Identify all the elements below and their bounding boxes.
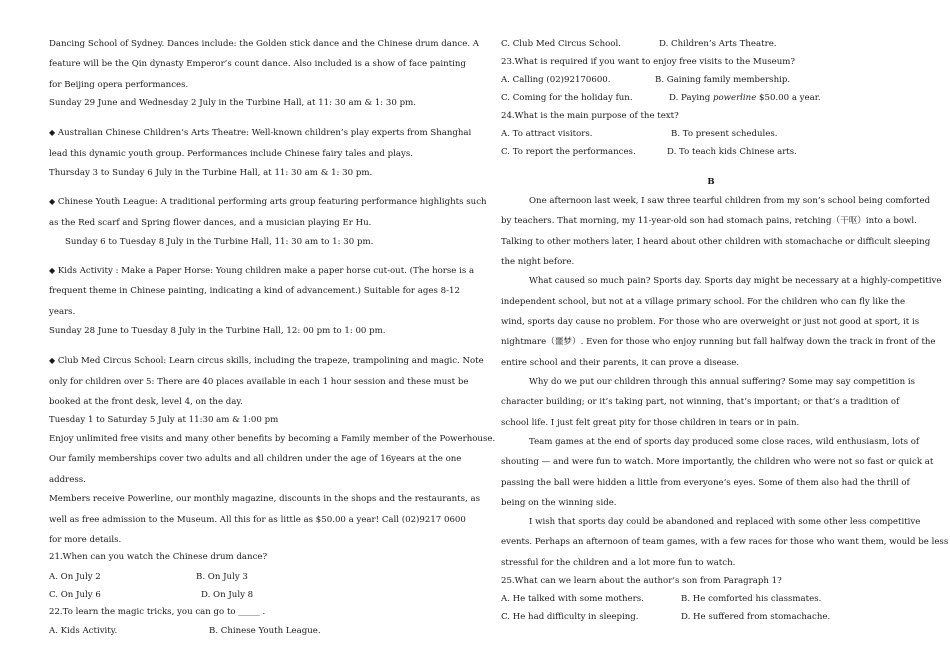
text-line: only for children over 5: There are 40 places available in each 1 hour session and these must be — [49, 377, 469, 387]
schedule-line: Thursday 3 to Sunday 6 July in the Turbine Hall, at 11: 30 am & 1: 30 pm. — [49, 168, 373, 178]
option-d: D. Paying powerline $50.00 a year. — [669, 93, 821, 103]
option-c: C. Coming for the holiday fun. — [501, 93, 633, 103]
option-b: B. Gaining family membership. — [655, 75, 791, 85]
text-line: ◆ Club Med Circus School: Learn circus skills, including the trapeze, trampolining and magic. Note — [49, 356, 484, 366]
diamond-bullet-icon: ◆ — [49, 128, 56, 137]
text-line: entire school and their parents, it can prove a disease. — [501, 358, 740, 368]
text-line: nightmare（噩梦）. Even for those who enjoy running but fall halfway down the track in front of the — [501, 337, 936, 347]
text-line: wind, sports day cause no problem. For those who are overweight or just not good at sport, it is — [501, 317, 920, 327]
question-stem: 22.To learn the magic tricks, you can go to _____ . — [49, 607, 266, 617]
text-line: shouting — and were fun to watch. More importantly, the children who were not so fast or quick at — [501, 457, 934, 467]
option-d: D. To teach kids Chinese arts. — [667, 147, 797, 157]
text-line: lead this dynamic youth group. Performances include Chinese fairy tales and plays. — [49, 149, 413, 159]
text-line: feature will be the Qin dynasty Emperor’s count dance. Also included is a show of face painting — [49, 59, 466, 69]
text-line: Members receive Powerline, our monthly magazine, discounts in the shops and the restaurants, as — [49, 494, 481, 504]
question-stem: 23.What is required if you want to enjoy free visits to the Museum? — [501, 57, 796, 67]
diamond-bullet-icon: ◆ — [49, 356, 56, 365]
option-d: D. Children’s Arts Theatre. — [659, 39, 777, 49]
text-line: ◆ Chinese Youth League: A traditional performing arts group featuring performance highlights such — [49, 197, 487, 207]
option-b: B. Chinese Youth League. — [209, 626, 321, 636]
text-line: Enjoy unlimited free visits and many other benefits by becoming a Family member of the Powerhouse. — [49, 434, 496, 444]
text-line: for Beijing opera performances. — [49, 80, 189, 90]
text-line: What caused so much pain? Sports day. Sports day might be necessary at a highly-competitive — [529, 276, 942, 286]
question-stem: 24.What is the main purpose of the text? — [501, 111, 679, 121]
option-c: C. To report the performances. — [501, 147, 636, 157]
text-line: for more details. — [49, 535, 122, 545]
text-line: by teachers. That morning, my 11-year-old son had stomach pains, retching（干呕）into a bowl. — [501, 216, 917, 226]
option-c: C. Club Med Circus School. — [501, 39, 621, 49]
option-a: A. He talked with some mothers. — [501, 594, 644, 604]
option-c: C. On July 6 — [49, 590, 101, 600]
option-a: A. Calling (02)92170600. — [501, 75, 611, 85]
text-line: school life. I just felt great pity for those children in tears or in pain. — [501, 418, 800, 428]
question-stem: 21.When can you watch the Chinese drum dance? — [49, 552, 268, 562]
text-line: the night before. — [501, 257, 575, 267]
text-line: stressful for the children and a lot more fun to watch. — [501, 558, 736, 568]
text-line: Team games at the end of sports day produced some close races, wild enthusiasm, lots of — [529, 437, 920, 447]
text-line: One afternoon last week, I saw three tearful children from my son’s school being comforted — [529, 196, 931, 206]
text-line: events. Perhaps an afternoon of team games, with a few races for those who want them, would be less — [501, 537, 949, 547]
section-heading: B — [707, 177, 715, 187]
option-b: B. To present schedules. — [671, 129, 778, 139]
text-line: address. — [49, 475, 86, 485]
option-d: D. He suffered from stomachache. — [681, 612, 831, 622]
text-line: Our family memberships cover two adults and all children under the age of 16years at the one — [49, 454, 462, 464]
schedule-line: Sunday 6 to Tuesday 8 July in the Turbine Hall, 11: 30 am to 1: 30 pm. — [65, 237, 374, 247]
text-line: I wish that sports day could be abandoned and replaced with some other less competitive — [529, 517, 921, 527]
question-stem: 25.What can we learn about the author’s son from Paragraph 1? — [501, 576, 782, 586]
text-line: frequent theme in Chinese painting, indicating a kind of advancement.) Suitable for ages 8-12 — [49, 286, 460, 296]
text-line: Dancing School of Sydney. Dances include: the Golden stick dance and the Chinese drum dance. A — [49, 39, 480, 49]
text-line: character building; or it’s taking part, not winning, that’s important; or that’s a tradition of — [501, 397, 900, 407]
text-line: ◆ Kids Activity : Make a Paper Horse: Young children make a paper horse cut-out. (The horse is a — [49, 266, 475, 276]
diamond-bullet-icon: ◆ — [49, 266, 56, 275]
schedule-line: Sunday 29 June and Wednesday 2 July in the Turbine Hall, at 11: 30 am & 1: 30 pm. — [49, 98, 416, 108]
text-line: Why do we put our children through this annual suffering? Some may say competition is — [529, 377, 915, 387]
option-a: A. To attract visitors. — [501, 129, 593, 139]
text-line: well as free admission to the Museum. All this for as little as $50.00 a year! Call (02)9217 0600 — [49, 515, 466, 525]
text-line: years. — [49, 307, 76, 317]
option-a: A. Kids Activity. — [49, 626, 118, 636]
diamond-bullet-icon: ◆ — [49, 197, 56, 206]
text-line: as the Red scarf and Spring flower dances, and a musician playing Er Hu. — [49, 218, 372, 228]
text-line: Talking to other mothers later, I heard about other children with stomachache or difficult sleeping — [501, 237, 931, 247]
text-line: being on the winning side. — [501, 498, 617, 508]
option-a: A. On July 2 — [49, 572, 101, 582]
text-line: booked at the front desk, level 4, on the day. — [49, 397, 243, 407]
schedule-line: Tuesday 1 to Saturday 5 July at 11:30 am & 1:00 pm — [49, 415, 279, 425]
text-line: independent school, but not at a village primary school. For the children who can fly like the — [501, 297, 906, 307]
option-b: B. He comforted his classmates. — [681, 594, 822, 604]
text-line: passing the ball were hidden a little from everyone’s eyes. Some of them also had the thrill of — [501, 478, 910, 488]
option-b: B. On July 3 — [196, 572, 248, 582]
schedule-line: Sunday 28 June to Tuesday 8 July in the Turbine Hall, 12: 00 pm to 1: 00 pm. — [49, 326, 386, 336]
text-line: ◆ Australian Chinese Children’s Arts Theatre: Well-known children’s play experts from Shanghai — [49, 128, 472, 138]
option-d: D. On July 8 — [201, 590, 254, 600]
option-c: C. He had difficulty in sleeping. — [501, 612, 639, 622]
